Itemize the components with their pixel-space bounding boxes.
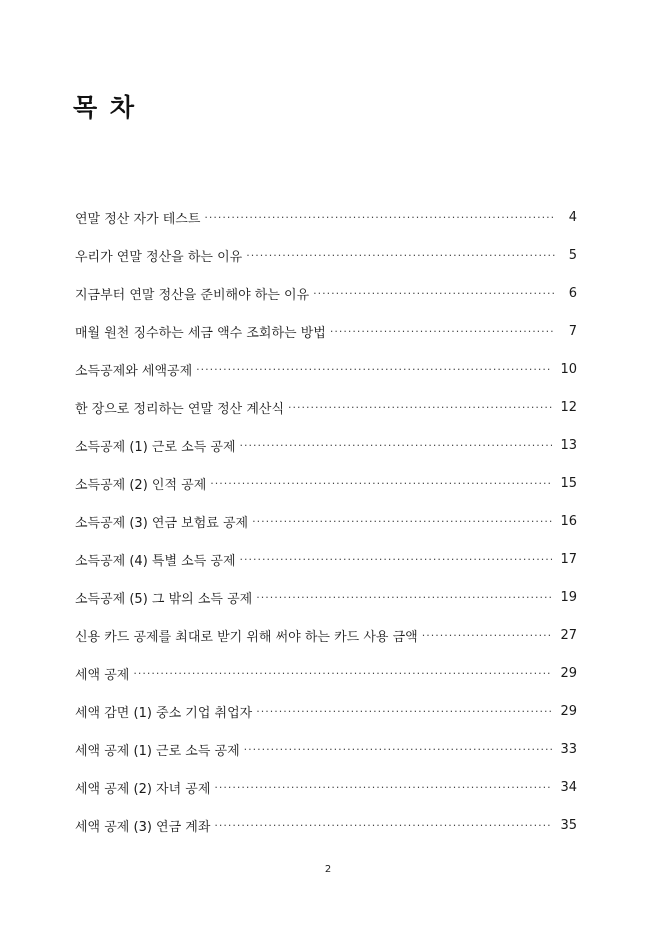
toc-item[interactable] <box>75 502 577 540</box>
toc-dot-leader <box>214 781 552 794</box>
toc-dot-leader <box>240 439 553 452</box>
toc-item[interactable] <box>75 312 577 350</box>
toc-item-page: 33 <box>560 741 577 757</box>
toc-item-page: 29 <box>560 665 577 681</box>
toc-item-page: 15 <box>560 475 577 491</box>
toc-item[interactable] <box>75 274 577 312</box>
toc-dot-leader <box>244 743 553 756</box>
toc-item-page: 4 <box>568 209 577 225</box>
toc-item-page: 6 <box>568 285 577 301</box>
toc-item[interactable] <box>75 768 577 806</box>
toc-dot-leader <box>288 401 552 414</box>
toc-dot-leader <box>256 591 552 604</box>
toc-dot-leader <box>422 629 553 642</box>
toc-item[interactable] <box>75 236 577 274</box>
toc-dot-leader <box>204 211 555 224</box>
toc-item[interactable] <box>75 806 577 844</box>
toc-dot-leader <box>240 553 553 566</box>
toc-item-title: 세액 공제 (3) 연금 계좌 <box>75 819 211 835</box>
toc-item[interactable] <box>75 426 577 464</box>
toc-item-page: 27 <box>560 627 577 643</box>
toc-dot-leader <box>313 287 555 300</box>
toc-item[interactable] <box>75 692 577 730</box>
toc-item-title: 세액 감면 (1) 중소 기업 취업자 <box>75 705 253 721</box>
toc-item-page: 13 <box>560 437 577 453</box>
toc-item-title: 소득공제와 세액공제 <box>75 363 193 379</box>
toc-item[interactable] <box>75 654 577 692</box>
toc-item-title: 신용 카드 공제를 최대로 받기 위해 써야 하는 카드 사용 금액 <box>75 629 418 645</box>
toc-item-title: 세액 공제 (1) 근로 소득 공제 <box>75 743 240 759</box>
toc-dot-leader <box>246 249 555 262</box>
toc-item-title: 우리가 연말 정산을 하는 이유 <box>75 249 243 265</box>
toc-dot-leader <box>133 667 552 680</box>
toc-item[interactable] <box>75 616 577 654</box>
toc-item-page: 17 <box>560 551 577 567</box>
toc-item-title: 소득공제 (2) 인적 공제 <box>75 477 207 493</box>
toc-item-page: 19 <box>560 589 577 605</box>
toc-item-page: 10 <box>560 361 577 377</box>
toc-item-page: 12 <box>560 399 577 415</box>
toc-item[interactable] <box>75 464 577 502</box>
toc-item-page: 29 <box>560 703 577 719</box>
toc-item-page: 5 <box>568 247 577 263</box>
toc-item-title: 소득공제 (5) 그 밖의 소득 공제 <box>75 591 253 607</box>
toc-item[interactable] <box>75 730 577 768</box>
toc-item-title: 매월 원천 징수하는 세금 액수 조회하는 방법 <box>75 325 326 341</box>
toc-item-page: 16 <box>560 513 577 529</box>
toc-item-title: 소득공제 (3) 연금 보험료 공제 <box>75 515 249 531</box>
toc-item[interactable] <box>75 388 577 426</box>
toc-item-title: 세액 공제 (2) 자녀 공제 <box>75 781 211 797</box>
toc-dot-leader <box>256 705 552 718</box>
toc-item-page: 35 <box>560 817 577 833</box>
toc-dot-leader <box>210 477 552 490</box>
page-title: 목 차 <box>73 93 137 122</box>
page-number: 2 <box>324 864 332 875</box>
toc-dot-leader <box>330 325 555 338</box>
toc-item-title: 연말 정산 자가 테스트 <box>75 211 201 227</box>
toc-dot-leader <box>252 515 552 528</box>
toc-item-title: 한 장으로 정리하는 연말 정산 계산식 <box>75 401 285 417</box>
toc-item[interactable] <box>75 578 577 616</box>
toc-item-title: 소득공제 (4) 특별 소득 공제 <box>75 553 236 569</box>
table-of-contents <box>75 198 577 844</box>
toc-item[interactable] <box>75 350 577 388</box>
toc-item[interactable] <box>75 540 577 578</box>
toc-item-page: 7 <box>568 323 577 339</box>
toc-dot-leader <box>196 363 552 376</box>
toc-item-title: 세액 공제 <box>75 667 130 683</box>
toc-item-title: 지금부터 연말 정산을 준비해야 하는 이유 <box>75 287 310 303</box>
toc-item[interactable] <box>75 198 577 236</box>
toc-item-page: 34 <box>560 779 577 795</box>
toc-dot-leader <box>214 819 552 832</box>
toc-item-title: 소득공제 (1) 근로 소득 공제 <box>75 439 236 455</box>
